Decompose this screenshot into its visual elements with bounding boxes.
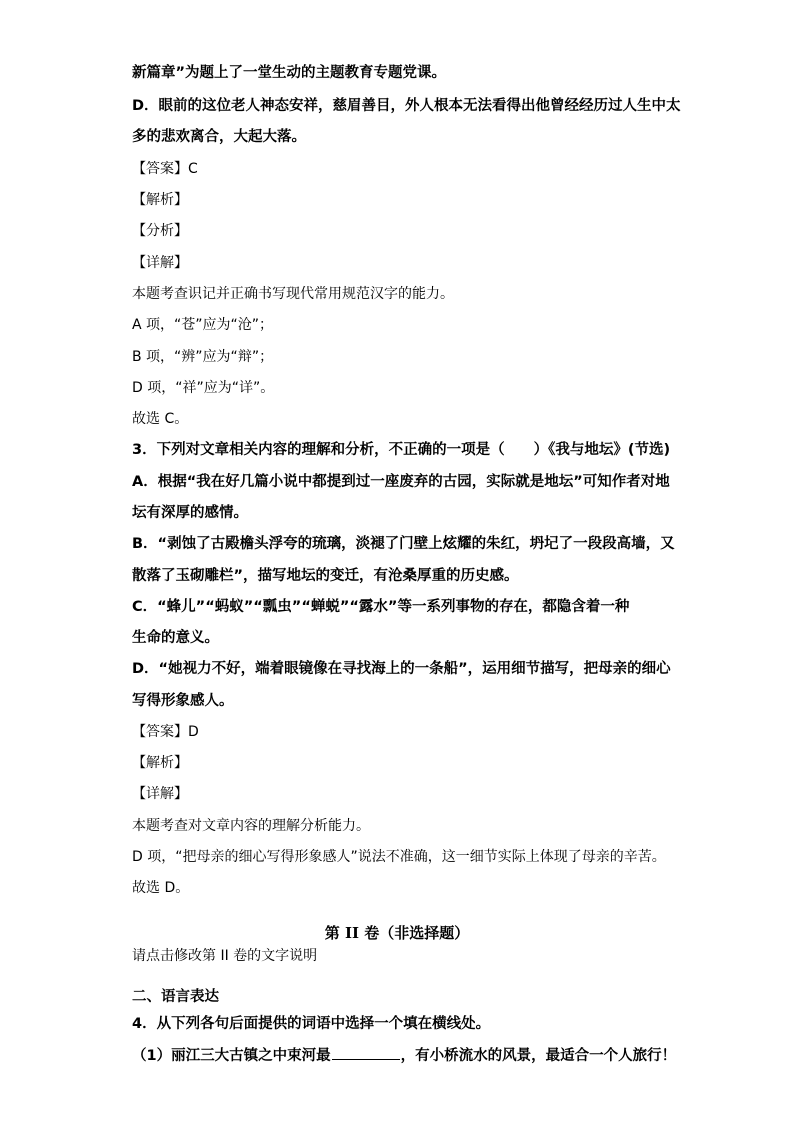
q4-stem: 4．从下列各句后面提供的词语中选择一个填在横线处。 — [132, 1016, 491, 1032]
q2-choice: 故选 C。 — [132, 411, 189, 427]
q2-explanation-b: B 项，“辨”应为“辩”； — [132, 349, 274, 365]
q3-option-d-line1: D．“她视力不好，端着眼镜像在寻找海上的一条船”，运用细节描写，把母亲的细心 — [132, 661, 671, 677]
q3-analysis-label: 【解析】 — [132, 755, 188, 771]
q4-item-1-before: （1）丽江三大古镇之中束河最 — [132, 1048, 331, 1064]
q2-option-d-line2: 多的悲欢离合，大起大落。 — [132, 129, 306, 145]
q3-option-a-line1: A．根据“我在好几篇小说中都提到过一座废弃的古园，实际就是地坛”可知作者对地 — [132, 474, 670, 490]
q4-item-1-after: ，有小桥流水的风景，最适合一个人旅行！ — [400, 1048, 677, 1064]
q2-fenxi-label: 【分析】 — [132, 223, 188, 239]
q3-stem: 3．下列对文章相关内容的理解和分析，不正确的一项是（ ）《我与地坛》(节选) — [132, 442, 671, 458]
part-two-title: 第 II 卷（非选择题） — [324, 924, 470, 942]
q3-detail-label: 【详解】 — [132, 786, 188, 802]
q2-explanation-d: D 项，“祥”应为“详”。 — [132, 380, 275, 396]
q3-option-d-line2: 写得形象感人。 — [132, 693, 234, 709]
q2-option-c-continued: 新篇章”为题上了一堂生动的主题教育专题党课。 — [132, 65, 447, 81]
q3-option-c-line1: C．“蜂儿”“蚂蚁”“瓢虫”“蝉蜕”“露水”等一系列事物的存在，都隐含着一种 — [132, 599, 630, 615]
q3-explanation: 本题考查对文章内容的理解分析能力。 — [132, 818, 370, 834]
q2-explanation: 本题考查识记并正确书写现代常用规范汉字的能力。 — [132, 286, 454, 302]
q3-option-a-line2: 坛有深厚的感情。 — [132, 505, 248, 521]
q2-option-d-line1: D．眼前的这位老人神态安祥，慈眉善目，外人根本无法看得出他曾经经历过人生中太 — [132, 98, 681, 114]
q4-item-1 — [132, 1045, 676, 1065]
q3-explanation-d: D 项，“把母亲的细心写得形象感人”说法不准确，这一细节实际上体现了母亲的辛苦。 — [132, 849, 666, 865]
q2-analysis-label: 【解析】 — [132, 192, 188, 208]
part-two-note: 请点击修改第 II 卷的文字说明 — [132, 948, 318, 964]
q3-choice: 故选 D。 — [132, 880, 190, 896]
section-heading: 二、语言表达 — [132, 989, 219, 1005]
q2-detail-label: 【详解】 — [132, 255, 188, 271]
q3-option-b-line2: 散落了玉砌雕栏”，描写地坛的变迁，有沧桑厚重的历史感。 — [132, 568, 519, 584]
q3-answer: 【答案】D — [132, 724, 199, 740]
q3-option-b-line1: B．“剥蚀了古殿檐头浮夸的琉璃，淡褪了门壁上炫耀的朱红，坍圮了一段段高墙，又 — [132, 536, 675, 552]
q2-explanation-a: A 项，“苍”应为“沧”； — [132, 317, 274, 333]
q3-option-c-line2: 生命的意义。 — [132, 630, 219, 646]
fill-in-blank[interactable] — [332, 1045, 400, 1060]
q2-answer: 【答案】C — [132, 161, 198, 177]
